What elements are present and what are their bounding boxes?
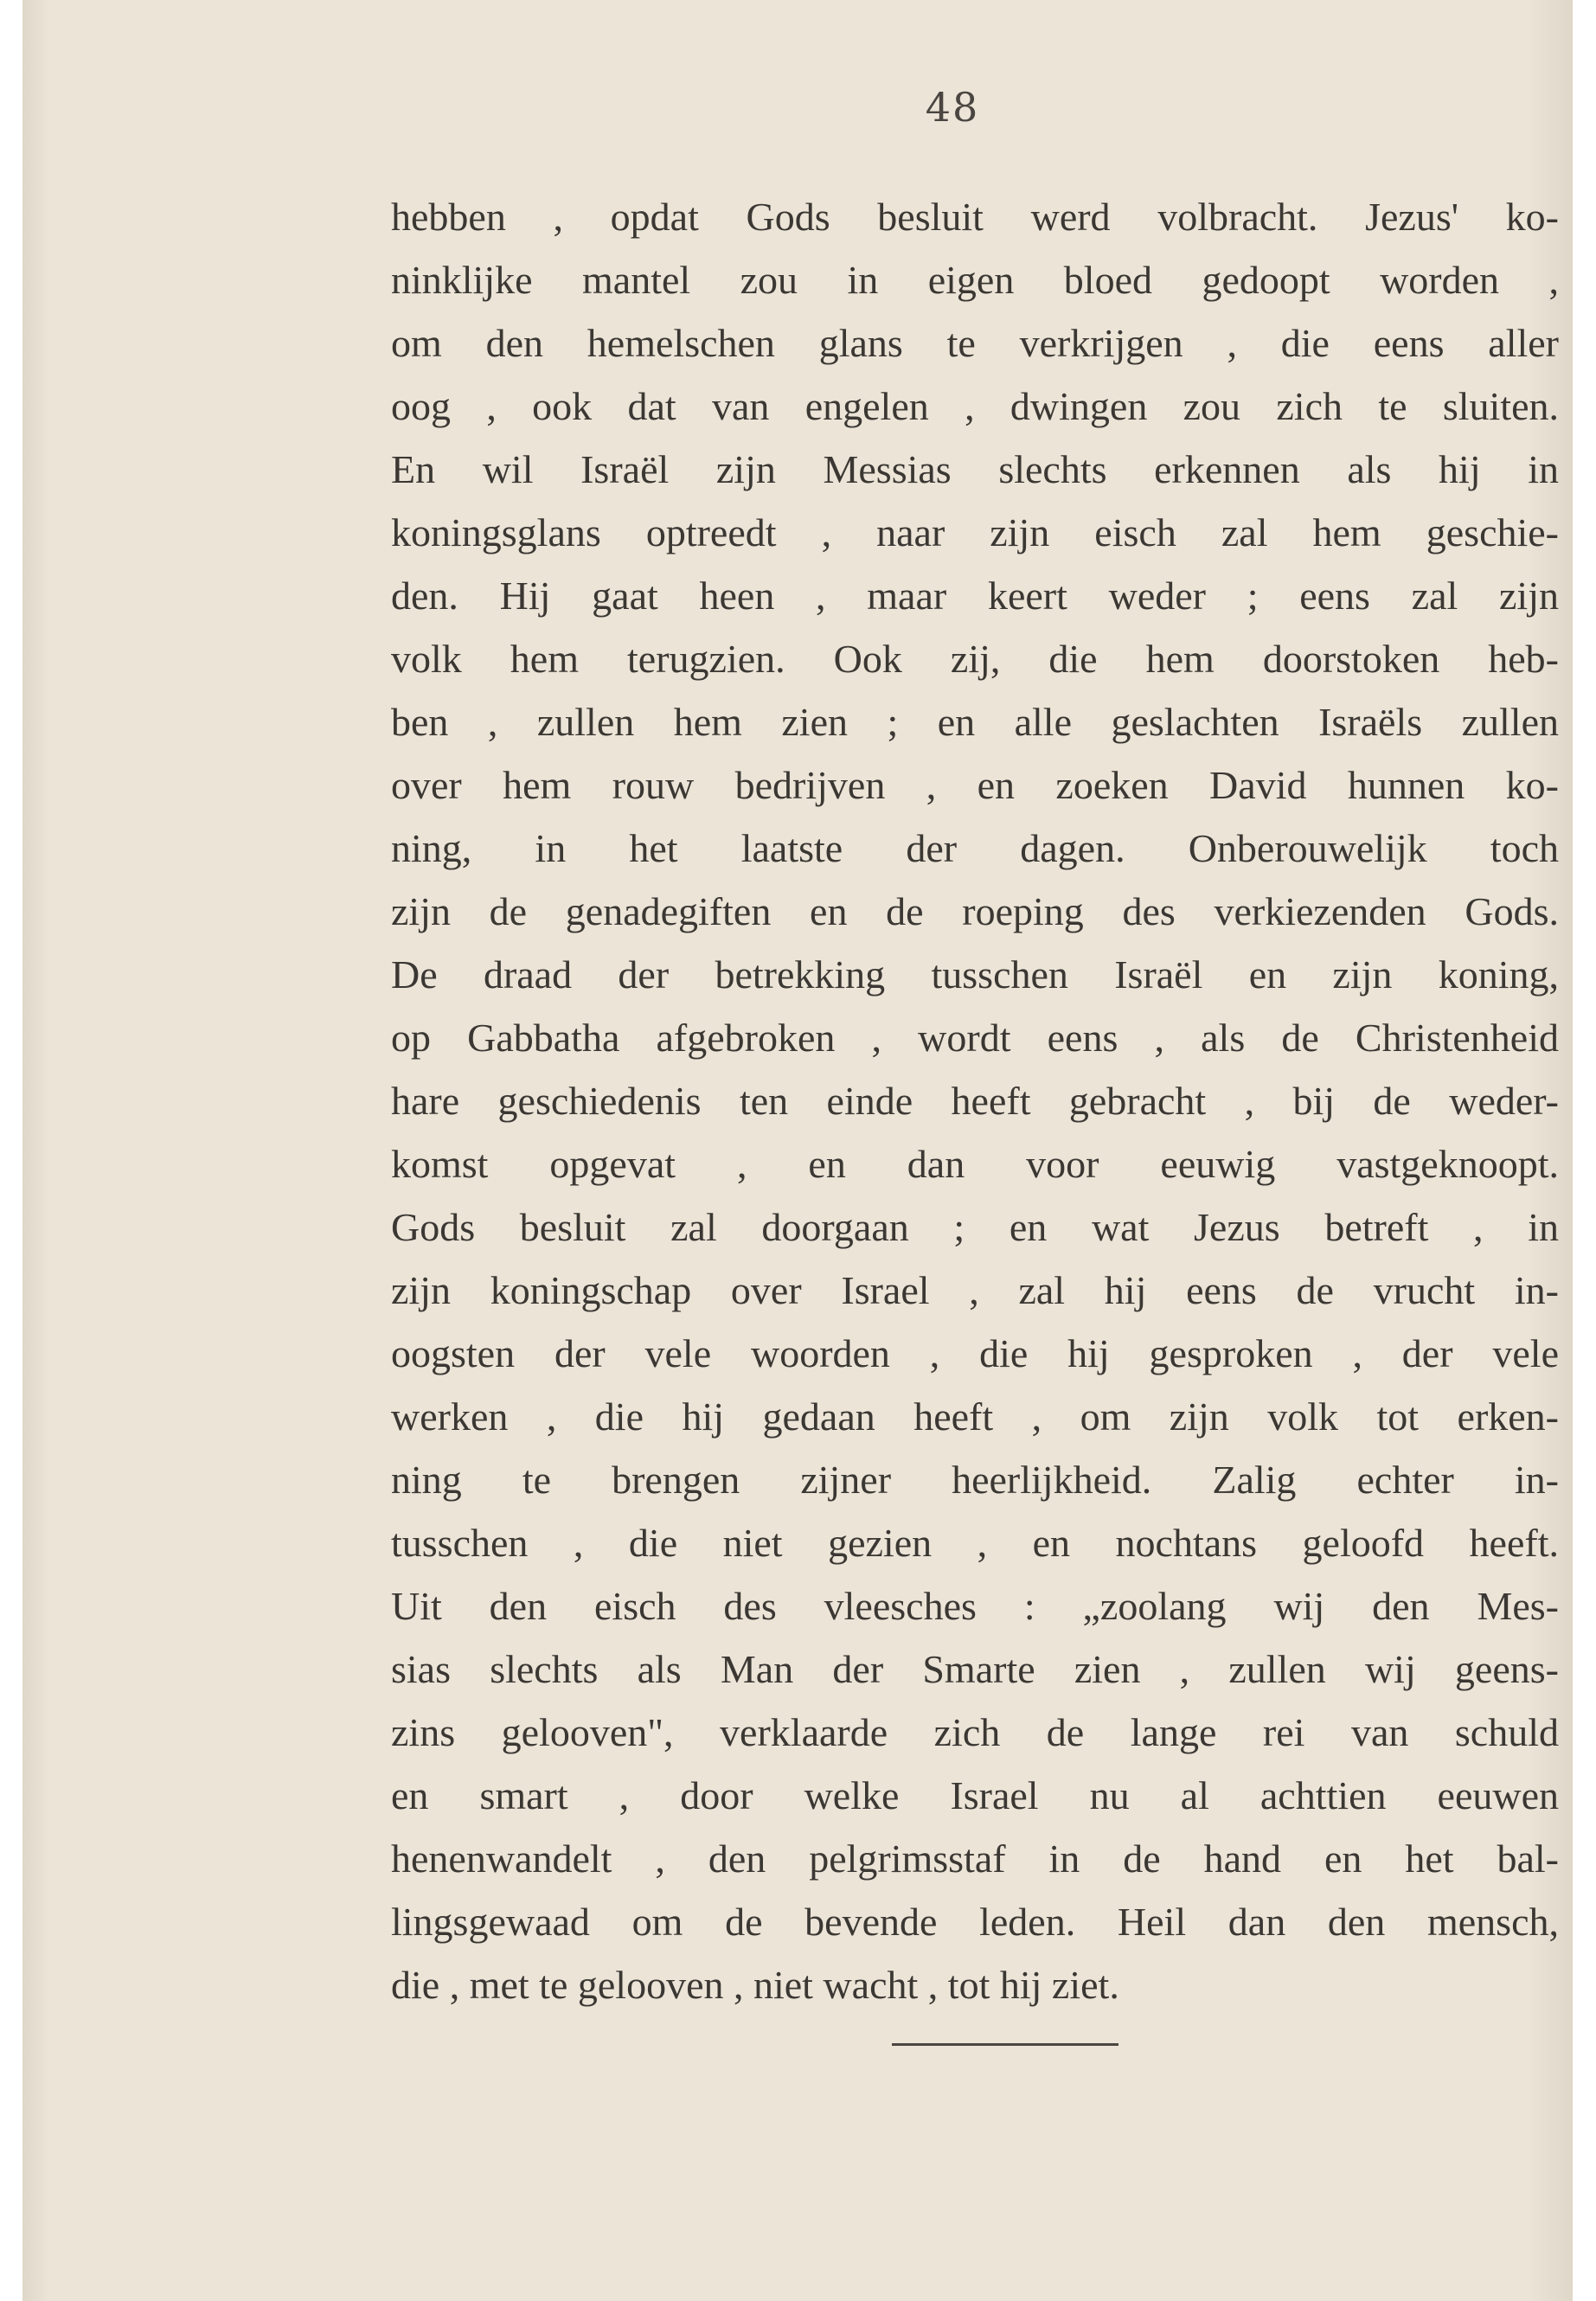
text-line: henenwandelt , den pelgrimsstaf in de hand en het bal-: [391, 1836, 1559, 1881]
text-line: Uit den eisch des vleesches : „zoolang wij den Mes-: [391, 1584, 1559, 1628]
text-line: ning, in het laatste der dagen. Onberouwelijk toch: [391, 826, 1559, 870]
text-line: hare geschiedenis ten einde heeft gebracht , bij de weder-: [391, 1079, 1559, 1123]
text-line: tusschen , die niet gezien , en nochtans geloofd heeft.: [391, 1521, 1559, 1565]
body-text: [391, 185, 1559, 2016]
text-line: oog , ook dat van engelen , dwingen zou zich te sluiten.: [391, 384, 1559, 428]
text-line: op Gabbatha afgebroken , wordt eens , als de Christenheid: [391, 1016, 1559, 1060]
text-line: over hem rouw bedrijven , en zoeken David hunnen ko-: [391, 763, 1559, 807]
text-line: zijn koningschap over Israel , zal hij eens de vrucht in-: [391, 1268, 1559, 1312]
page-number: 48: [925, 84, 980, 131]
text-line: werken , die hij gedaan heeft , om zijn volk tot erken-: [391, 1394, 1559, 1439]
text-line-last: die , met te gelooven , niet wacht , tot hij ziet.: [391, 1963, 1119, 2007]
text-line: zins gelooven", verklaarde zich de lange rei van schuld: [391, 1710, 1559, 1754]
text-line: ben , zullen hem zien ; en alle geslachten Israëls zullen: [391, 700, 1559, 744]
book-page: [22, 0, 1573, 2301]
text-line: lingsgewaad om de bevende leden. Heil dan den mensch,: [391, 1900, 1559, 1944]
text-line: De draad der betrekking tusschen Israël en zijn koning,: [391, 952, 1559, 997]
end-rule: [892, 2043, 1118, 2046]
text-line: koningsglans optreedt , naar zijn eisch zal hem geschie-: [391, 510, 1559, 554]
text-line: hebben , opdat Gods besluit werd volbracht. Jezus' ko-: [391, 195, 1559, 239]
text-line: oogsten der vele woorden , die hij gesproken , der vele: [391, 1331, 1559, 1375]
text-line: en smart , door welke Israel nu al achttien eeuwen: [391, 1773, 1559, 1817]
text-line: ning te brengen zijner heerlijkheid. Zalig echter in-: [391, 1458, 1559, 1502]
text-line: om den hemelschen glans te verkrijgen , die eens aller: [391, 321, 1559, 365]
text-line: ninklijke mantel zou in eigen bloed gedoopt worden ,: [391, 258, 1559, 302]
text-line: komst opgevat , en dan voor eeuwig vastgeknoopt.: [391, 1142, 1559, 1186]
text-line: den. Hij gaat heen , maar keert weder ; eens zal zijn: [391, 574, 1559, 618]
text-line: Gods besluit zal doorgaan ; en wat Jezus betreft , in: [391, 1205, 1559, 1249]
text-line: sias slechts als Man der Smarte zien , zullen wij geens-: [391, 1647, 1559, 1691]
text-line: volk hem terugzien. Ook zij, die hem doorstoken heb-: [391, 637, 1559, 681]
text-line: En wil Israël zijn Messias slechts erkennen als hij in: [391, 447, 1559, 491]
text-line: zijn de genadegiften en de roeping des verkiezenden Gods.: [391, 889, 1559, 933]
